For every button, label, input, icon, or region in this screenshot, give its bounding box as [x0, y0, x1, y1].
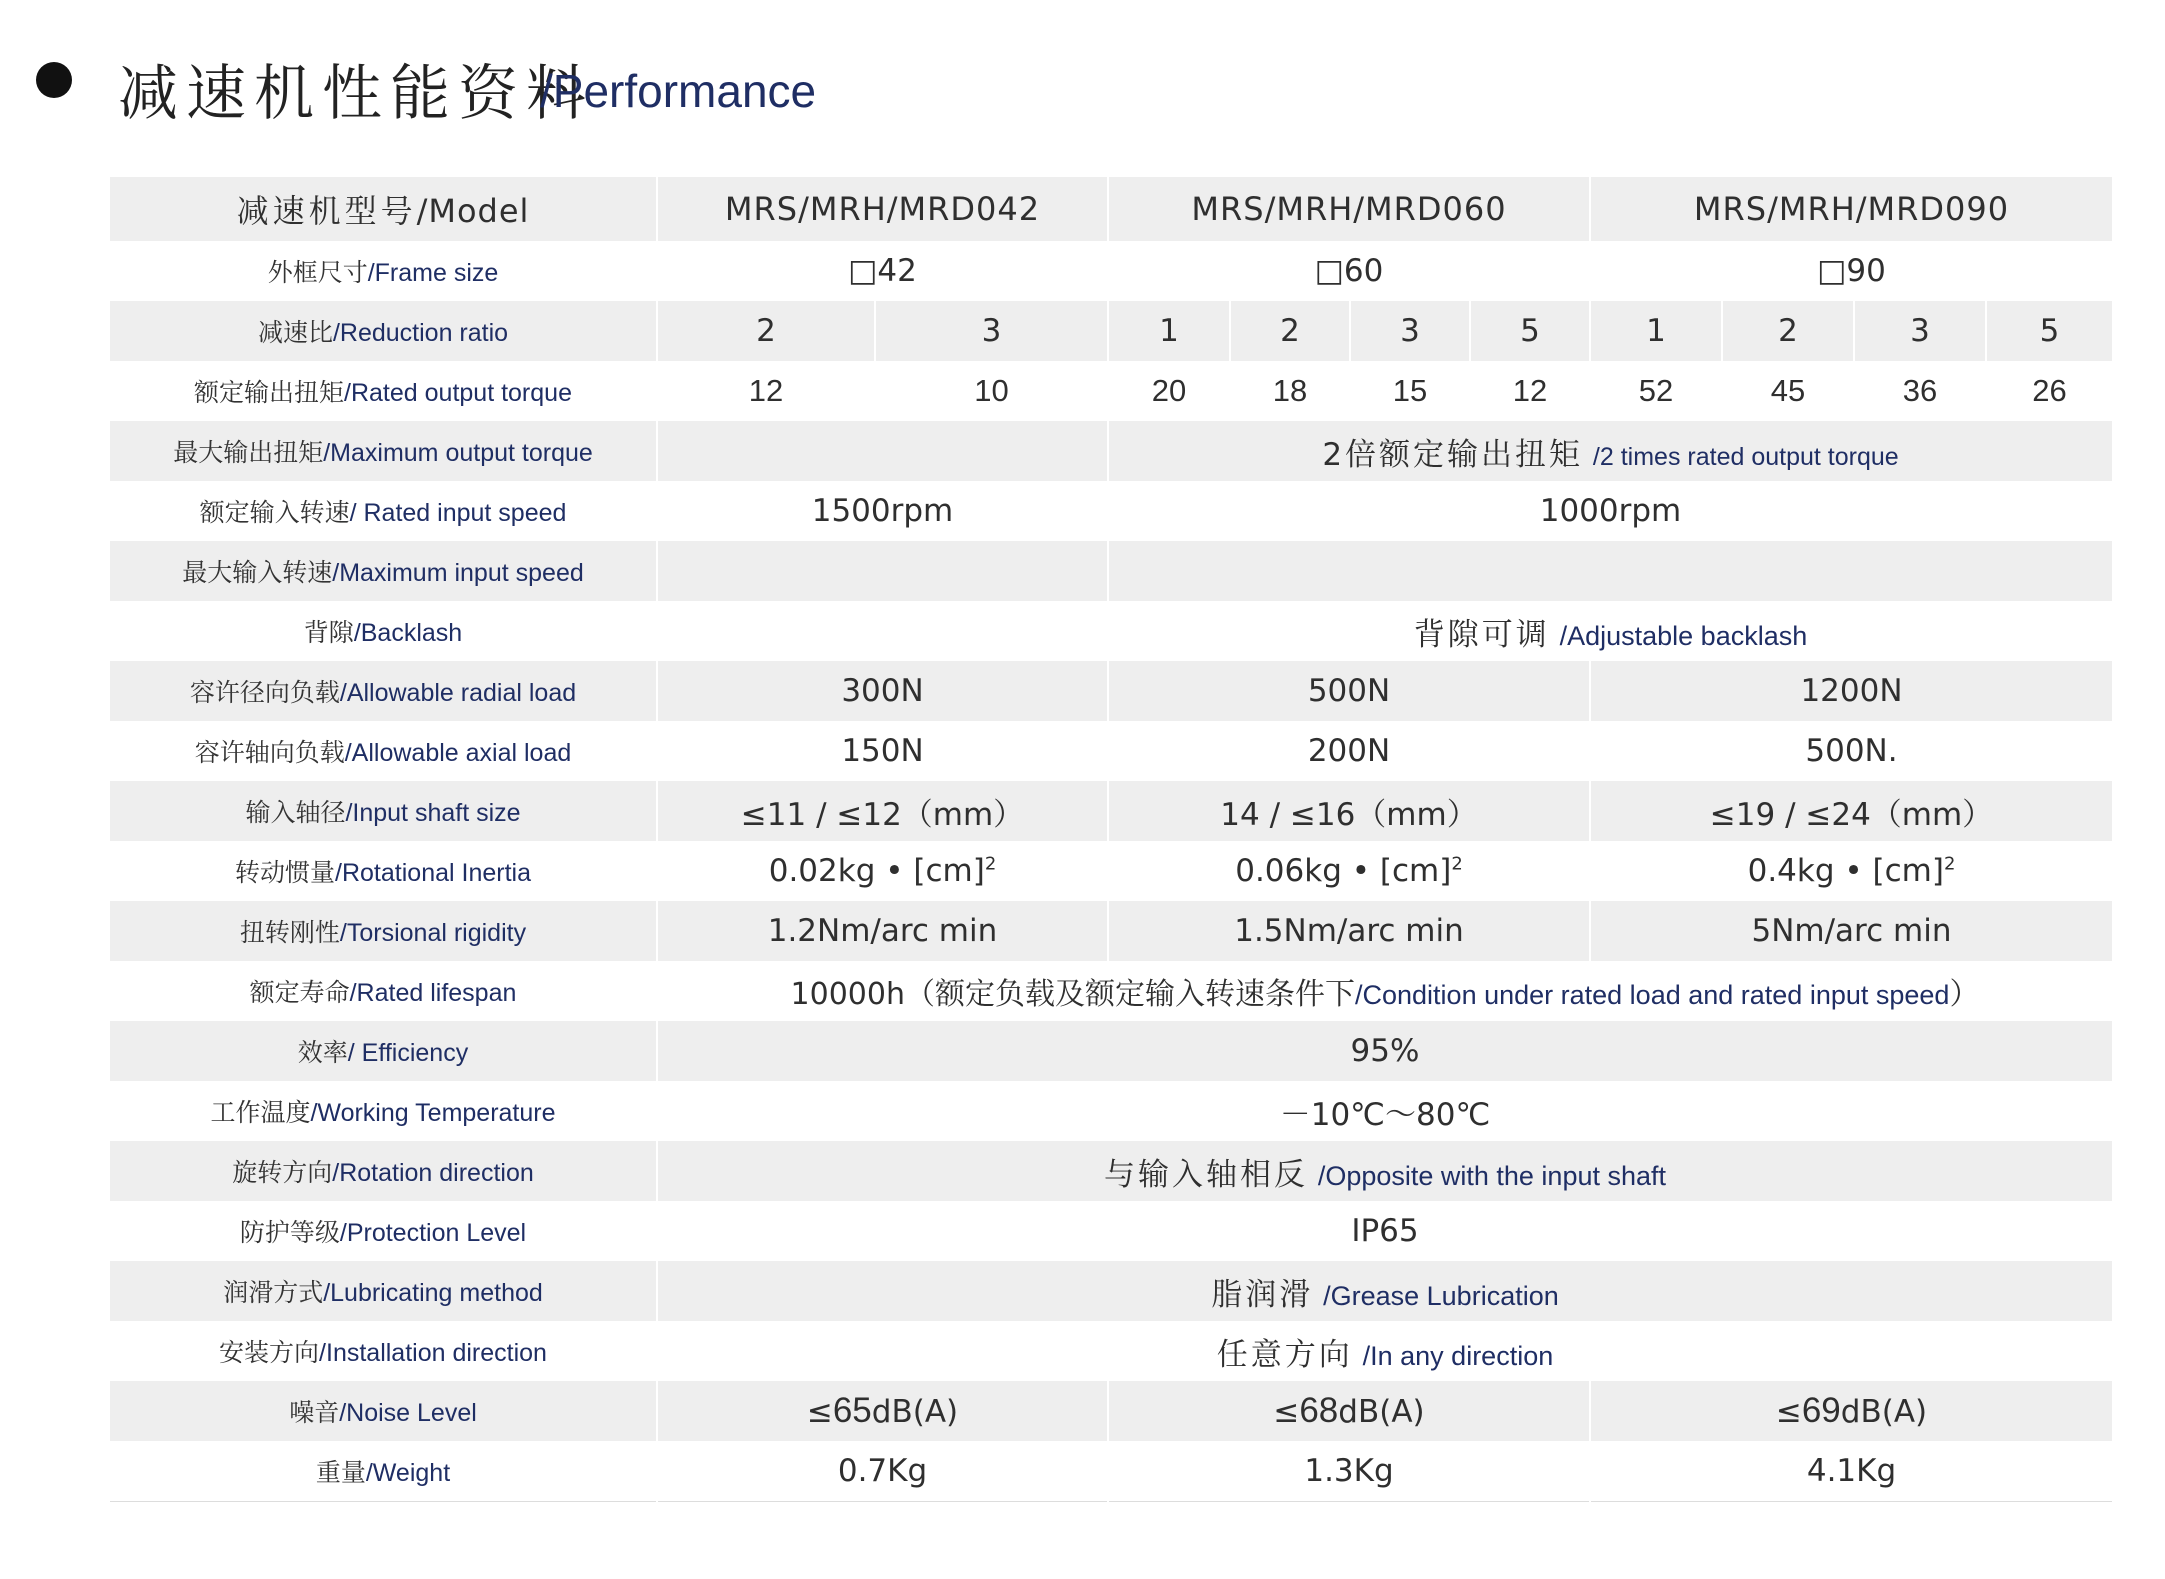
efficiency-label: 效率/ Efficiency	[110, 1021, 657, 1081]
torque-cell: 52	[1590, 361, 1722, 421]
backlash-value: 背隙可调 /Adjustable backlash	[1108, 601, 2113, 661]
temperature-row	[110, 1081, 2113, 1141]
rotation-label: 旋转方向/Rotation direction	[110, 1141, 657, 1201]
lifespan-label: 额定寿命/Rated lifespan	[110, 961, 657, 1021]
max-speed-042	[657, 541, 1108, 601]
rotation-value: 与输入轴相反 /Opposite with the input shaft	[657, 1141, 2113, 1201]
noise-060: ≤68dB(A)	[1108, 1381, 1590, 1441]
rigidity-090: 5Nm/arc min	[1590, 901, 2113, 961]
model-090: MRS/MRH/MRD090	[1590, 177, 2113, 241]
model-row	[110, 177, 2113, 241]
max-torque-042	[657, 421, 1108, 481]
page-title-cn: 减速机性能资料	[118, 59, 594, 129]
shaft-090: ≤19 / ≤24（mm）	[1590, 781, 2113, 841]
frame-060: □60	[1108, 241, 1590, 301]
lifespan-row	[110, 961, 2113, 1021]
rated-torque-row	[110, 361, 2113, 421]
axial-042: 150N	[657, 721, 1108, 781]
rated-torque-label: 额定输出扭矩/Rated output torque	[110, 361, 657, 421]
shaft-label: 输入轴径/Input shaft size	[110, 781, 657, 841]
inertia-label: 转动惯量/Rotational Inertia	[110, 841, 657, 901]
ratio-cell: 2	[1230, 301, 1350, 361]
torque-cell: 45	[1722, 361, 1854, 421]
backlash-042	[657, 601, 1108, 661]
installation-label: 安装方向/Installation direction	[110, 1321, 657, 1381]
backlash-row	[110, 601, 2113, 661]
weight-090: 4.1Kg	[1590, 1441, 2113, 1502]
ratio-cell: 2	[1722, 301, 1854, 361]
shaft-042: ≤11 / ≤12（mm）	[657, 781, 1108, 841]
lubrication-row	[110, 1261, 2113, 1321]
ratio-cell: 3	[1350, 301, 1470, 361]
shaft-060: 14 / ≤16（mm）	[1108, 781, 1590, 841]
protection-label: 防护等级/Protection Level	[110, 1201, 657, 1261]
rigidity-row	[110, 901, 2113, 961]
radial-060: 500N	[1108, 661, 1590, 721]
frame-042: □42	[657, 241, 1108, 301]
torque-cell: 36	[1854, 361, 1986, 421]
max-torque-label: 最大输出扭矩/Maximum output torque	[110, 421, 657, 481]
rated-speed-other: 1000rpm	[1108, 481, 2113, 541]
torque-cell: 12	[657, 361, 875, 421]
radial-label: 容许径向负载/Allowable radial load	[110, 661, 657, 721]
lubrication-label: 润滑方式/Lubricating method	[110, 1261, 657, 1321]
weight-label: 重量/Weight	[110, 1441, 657, 1502]
noise-label: 噪音/Noise Level	[110, 1381, 657, 1441]
page-header	[0, 0, 2165, 160]
axial-label: 容许轴向负载/Allowable axial load	[110, 721, 657, 781]
radial-row	[110, 661, 2113, 721]
ratio-label: 减速比/Reduction ratio	[110, 301, 657, 361]
rigidity-label: 扭转刚性/Torsional rigidity	[110, 901, 657, 961]
temperature-value: －10℃～80℃	[657, 1081, 2113, 1141]
radial-090: 1200N	[1590, 661, 2113, 721]
rigidity-042: 1.2Nm/arc min	[657, 901, 1108, 961]
rated-speed-row	[110, 481, 2113, 541]
ratio-row	[110, 301, 2113, 361]
protection-value: IP65	[657, 1201, 2113, 1261]
max-torque-row	[110, 421, 2113, 481]
noise-row	[110, 1381, 2113, 1441]
max-speed-other	[1108, 541, 2113, 601]
axial-090: 500N.	[1590, 721, 2113, 781]
max-speed-row	[110, 541, 2113, 601]
inertia-row	[110, 841, 2113, 901]
noise-090: ≤69dB(A)	[1590, 1381, 2113, 1441]
model-label: 减速机型号/Model	[110, 177, 657, 241]
performance-table	[110, 177, 2114, 1502]
backlash-label: 背隙/Backlash	[110, 601, 657, 661]
ratio-cell: 3	[1854, 301, 1986, 361]
torque-cell: 15	[1350, 361, 1470, 421]
frame-label: 外框尺寸/Frame size	[110, 241, 657, 301]
ratio-cell: 5	[1986, 301, 2113, 361]
installation-row	[110, 1321, 2113, 1381]
torque-cell: 26	[1986, 361, 2113, 421]
page-title-en: /Performance	[540, 65, 817, 117]
model-060: MRS/MRH/MRD060	[1108, 177, 1590, 241]
efficiency-row	[110, 1021, 2113, 1081]
temperature-label: 工作温度/Working Temperature	[110, 1081, 657, 1141]
max-speed-label: 最大输入转速/Maximum input speed	[110, 541, 657, 601]
frame-row	[110, 241, 2113, 301]
rotation-row	[110, 1141, 2113, 1201]
rated-speed-042: 1500rpm	[657, 481, 1108, 541]
torque-cell: 12	[1470, 361, 1590, 421]
lifespan-value: 10000h（额定负载及额定输入转速条件下/Condition under rated load and rated input speed）	[657, 961, 2113, 1021]
ratio-cell: 5	[1470, 301, 1590, 361]
installation-value: 任意方向 /In any direction	[657, 1321, 2113, 1381]
inertia-042: 0.02kg • [cm]$^2$	[657, 841, 1108, 901]
axial-row	[110, 721, 2113, 781]
axial-060: 200N	[1108, 721, 1590, 781]
ratio-cell: 2	[657, 301, 875, 361]
ratio-cell: 3	[875, 301, 1108, 361]
weight-042: 0.7Kg	[657, 1441, 1108, 1502]
torque-cell: 18	[1230, 361, 1350, 421]
inertia-060: 0.06kg • [cm]$^2$	[1108, 841, 1590, 901]
lubrication-value: 脂润滑 /Grease Lubrication	[657, 1261, 2113, 1321]
protection-row	[110, 1201, 2113, 1261]
efficiency-value: 95%	[657, 1021, 2113, 1081]
max-torque-value: 2倍额定输出扭矩 /2 times rated output torque	[1108, 421, 2113, 481]
frame-090: □90	[1590, 241, 2113, 301]
rated-speed-label: 额定输入转速/ Rated input speed	[110, 481, 657, 541]
noise-042: ≤65dB(A)	[657, 1381, 1108, 1441]
rigidity-060: 1.5Nm/arc min	[1108, 901, 1590, 961]
torque-cell: 10	[875, 361, 1108, 421]
radial-042: 300N	[657, 661, 1108, 721]
weight-row	[110, 1441, 2113, 1502]
bullet-icon	[36, 62, 72, 98]
weight-060: 1.3Kg	[1108, 1441, 1590, 1502]
shaft-row	[110, 781, 2113, 841]
inertia-090: 0.4kg • [cm]$^2$	[1590, 841, 2113, 901]
ratio-cell: 1	[1590, 301, 1722, 361]
ratio-cell: 1	[1108, 301, 1230, 361]
torque-cell: 20	[1108, 361, 1230, 421]
model-042: MRS/MRH/MRD042	[657, 177, 1108, 241]
